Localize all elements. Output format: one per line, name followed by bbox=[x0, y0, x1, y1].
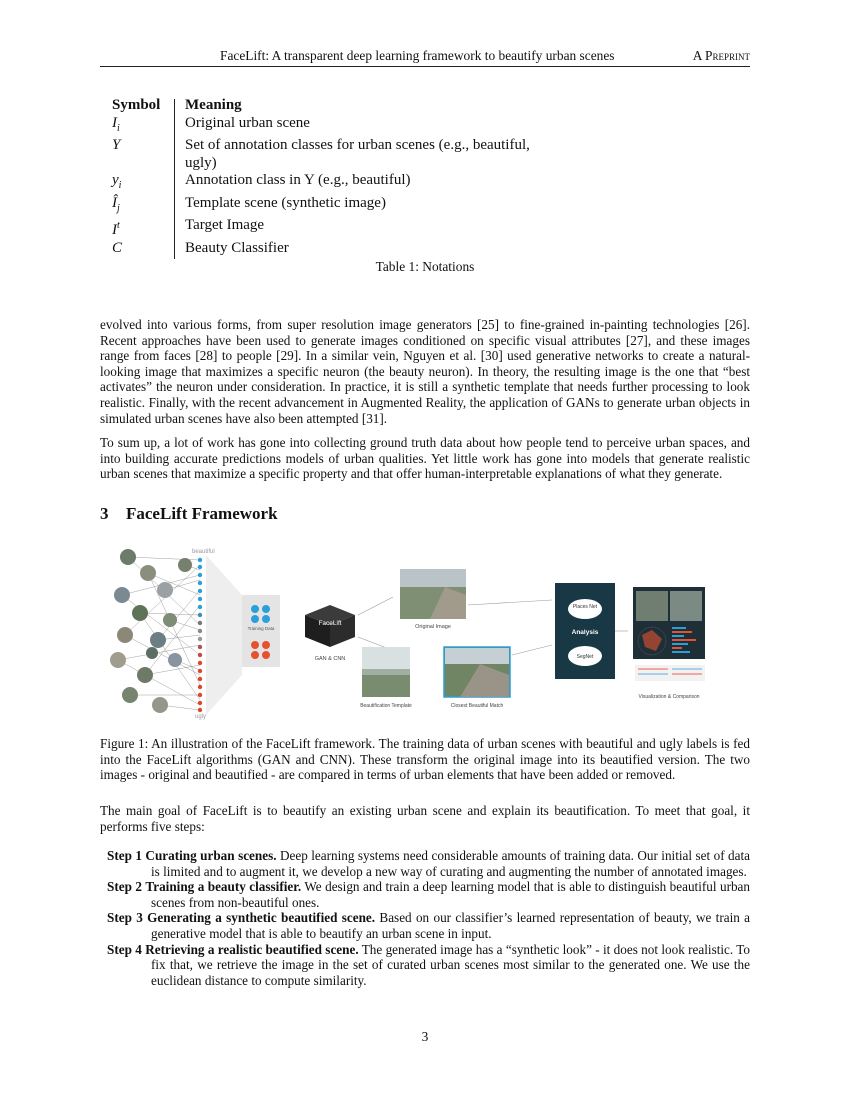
facelift-label: FaceLift bbox=[318, 620, 342, 627]
section-heading bbox=[100, 504, 278, 524]
ugly-label: ugly bbox=[195, 714, 207, 720]
meaning-cell: Annotation class in Y (e.g., beautiful) bbox=[185, 172, 411, 188]
meaning-cell: Beauty Classifier bbox=[185, 239, 289, 256]
step-title: Training a beauty classifier. bbox=[145, 879, 302, 895]
paragraph-1: evolved into various forms, from super resolution image generators [25] to fine-grained in-painting technologies [26]. Recent approaches have been used to generate images conditioned on specific visual attributes [27], and these images range from faces [28] to people [29]. In a similar vein, Nguyen et al. [30] used generative networks to create a natural-looking image that maximizes a specific neuron (the beauty neuron). In theory, the resulting image is the one that “best activates” the neuron under consideration. In practice, it is still a synthetic template that needs further processing to look realistic. Finally, with the recent advancement in Augmented Reality, the application of GANs to generate urban objects in simulated urban scenes have also been attempted [31]. bbox=[100, 317, 750, 426]
table-row bbox=[112, 137, 565, 172]
table-row bbox=[112, 240, 565, 258]
meaning-cell: Target Image bbox=[185, 217, 265, 233]
table-caption: Table 1: Notations bbox=[375, 259, 475, 274]
meaning-cell: Original urban scene bbox=[185, 114, 310, 131]
segnet-label: SegNet bbox=[576, 654, 594, 660]
col-symbol: Symbol bbox=[112, 97, 161, 113]
steps-list bbox=[107, 848, 750, 988]
table-row bbox=[112, 172, 565, 195]
step-title: Generating a synthetic beautified scene. bbox=[147, 910, 376, 926]
symbol-cell: $I^t$ bbox=[112, 220, 120, 238]
step-text: The generated image has a “synthetic look” - it does not look realistic. To fix that, we retrieve the image in the set of curated urban scenes most similar to the generated one. We use the euclidean distance to compute similarity. bbox=[151, 941, 751, 988]
step-label: Step 4 bbox=[107, 941, 142, 957]
step-text: We design and train a deep learning model that is able to distinguish beautiful urban scenes from non-beautiful ones. bbox=[151, 879, 751, 910]
original-image-label: Original Image bbox=[415, 624, 451, 630]
step-title: Retrieving a realistic beautified scene. bbox=[145, 941, 359, 957]
funnel-shape bbox=[206, 555, 242, 715]
beautiful-label: beautiful bbox=[192, 549, 215, 555]
step-label: Step 1 bbox=[107, 848, 142, 863]
template-label: Beautification Template bbox=[360, 703, 412, 709]
paragraph-3: The main goal of FaceLift is to beautify an existing urban scene and explain its beautification. To meet that goal, it performs five steps: bbox=[100, 803, 750, 834]
symbol-cell: $y_i$ bbox=[112, 172, 122, 191]
notation-table bbox=[112, 97, 565, 257]
step-text: Based on our classifier’s learned representation of beauty, we train a generative model that is able to beautify an urban scene in input. bbox=[151, 910, 750, 941]
meaning-cell: Template scene (synthetic image) bbox=[185, 194, 386, 211]
table-header-row bbox=[112, 97, 565, 115]
table-row bbox=[112, 217, 565, 240]
framework-diagram bbox=[100, 535, 750, 725]
symbol-cell: $I_i$ bbox=[112, 114, 120, 134]
list-item bbox=[107, 848, 750, 879]
list-item bbox=[107, 942, 750, 989]
placesnet-label: Places Net bbox=[572, 604, 598, 610]
symbol-cell: $Î_j$ bbox=[112, 194, 120, 214]
header-rule bbox=[100, 66, 750, 67]
page-number: 3 bbox=[421, 1029, 429, 1044]
table-row bbox=[112, 115, 565, 138]
viz-label: Visualization & Comparison bbox=[638, 694, 700, 700]
training-data-label: Training Data bbox=[247, 626, 275, 631]
step-label: Step 3 bbox=[107, 910, 143, 926]
meaning-cell: Set of annotation classes for urban scenes (e.g., beautiful, ugly) bbox=[185, 137, 530, 171]
symbol-cell: Y bbox=[112, 137, 121, 153]
section-number: 3 bbox=[100, 504, 109, 523]
section-title: FaceLift Framework bbox=[126, 504, 278, 523]
analysis-label: Analysis bbox=[571, 629, 599, 636]
table-row bbox=[112, 195, 565, 218]
col-meaning: Meaning bbox=[185, 97, 242, 113]
paragraph-2: To sum up, a lot of work has gone into collecting ground truth data about how people tend to perceive urban spaces, and into building accurate predictions models of urban qualities. Yet little work has gone into models that generate realistic urban scenes that maximize a specific property and that offer human-interpretable explanations of what they generate. bbox=[100, 435, 750, 482]
step-text: Deep learning systems need considerable amounts of training data. Our initial set of data is limited and to augment it, we develop a new way of curating and augmenting the number of annotated images. bbox=[151, 848, 751, 879]
step-title: Curating urban scenes. bbox=[145, 848, 277, 863]
list-item bbox=[107, 879, 750, 910]
step-label: Step 2 bbox=[107, 879, 142, 895]
gan-cnn-label: GAN & CNN bbox=[314, 656, 346, 662]
list-item bbox=[107, 910, 750, 941]
figure-caption: Figure 1: An illustration of the FaceLift framework. The training data of urban scenes with beautiful and ugly labels is fed into the FaceLift algorithms (GAN and CNN). These transform the original image into its beautified version. The two images - original and beautified - are compared in terms of urban elements that have been added or removed. bbox=[100, 736, 750, 783]
training-data-box bbox=[242, 595, 280, 667]
header-preprint: A Preprint bbox=[692, 48, 750, 63]
match-label: Closest Beautiful Match bbox=[450, 703, 504, 709]
framework-figure bbox=[100, 535, 750, 725]
header-title: FaceLift: A transparent deep learning framework to beautify urban scenes bbox=[220, 48, 615, 63]
symbol-cell: C bbox=[112, 239, 123, 256]
